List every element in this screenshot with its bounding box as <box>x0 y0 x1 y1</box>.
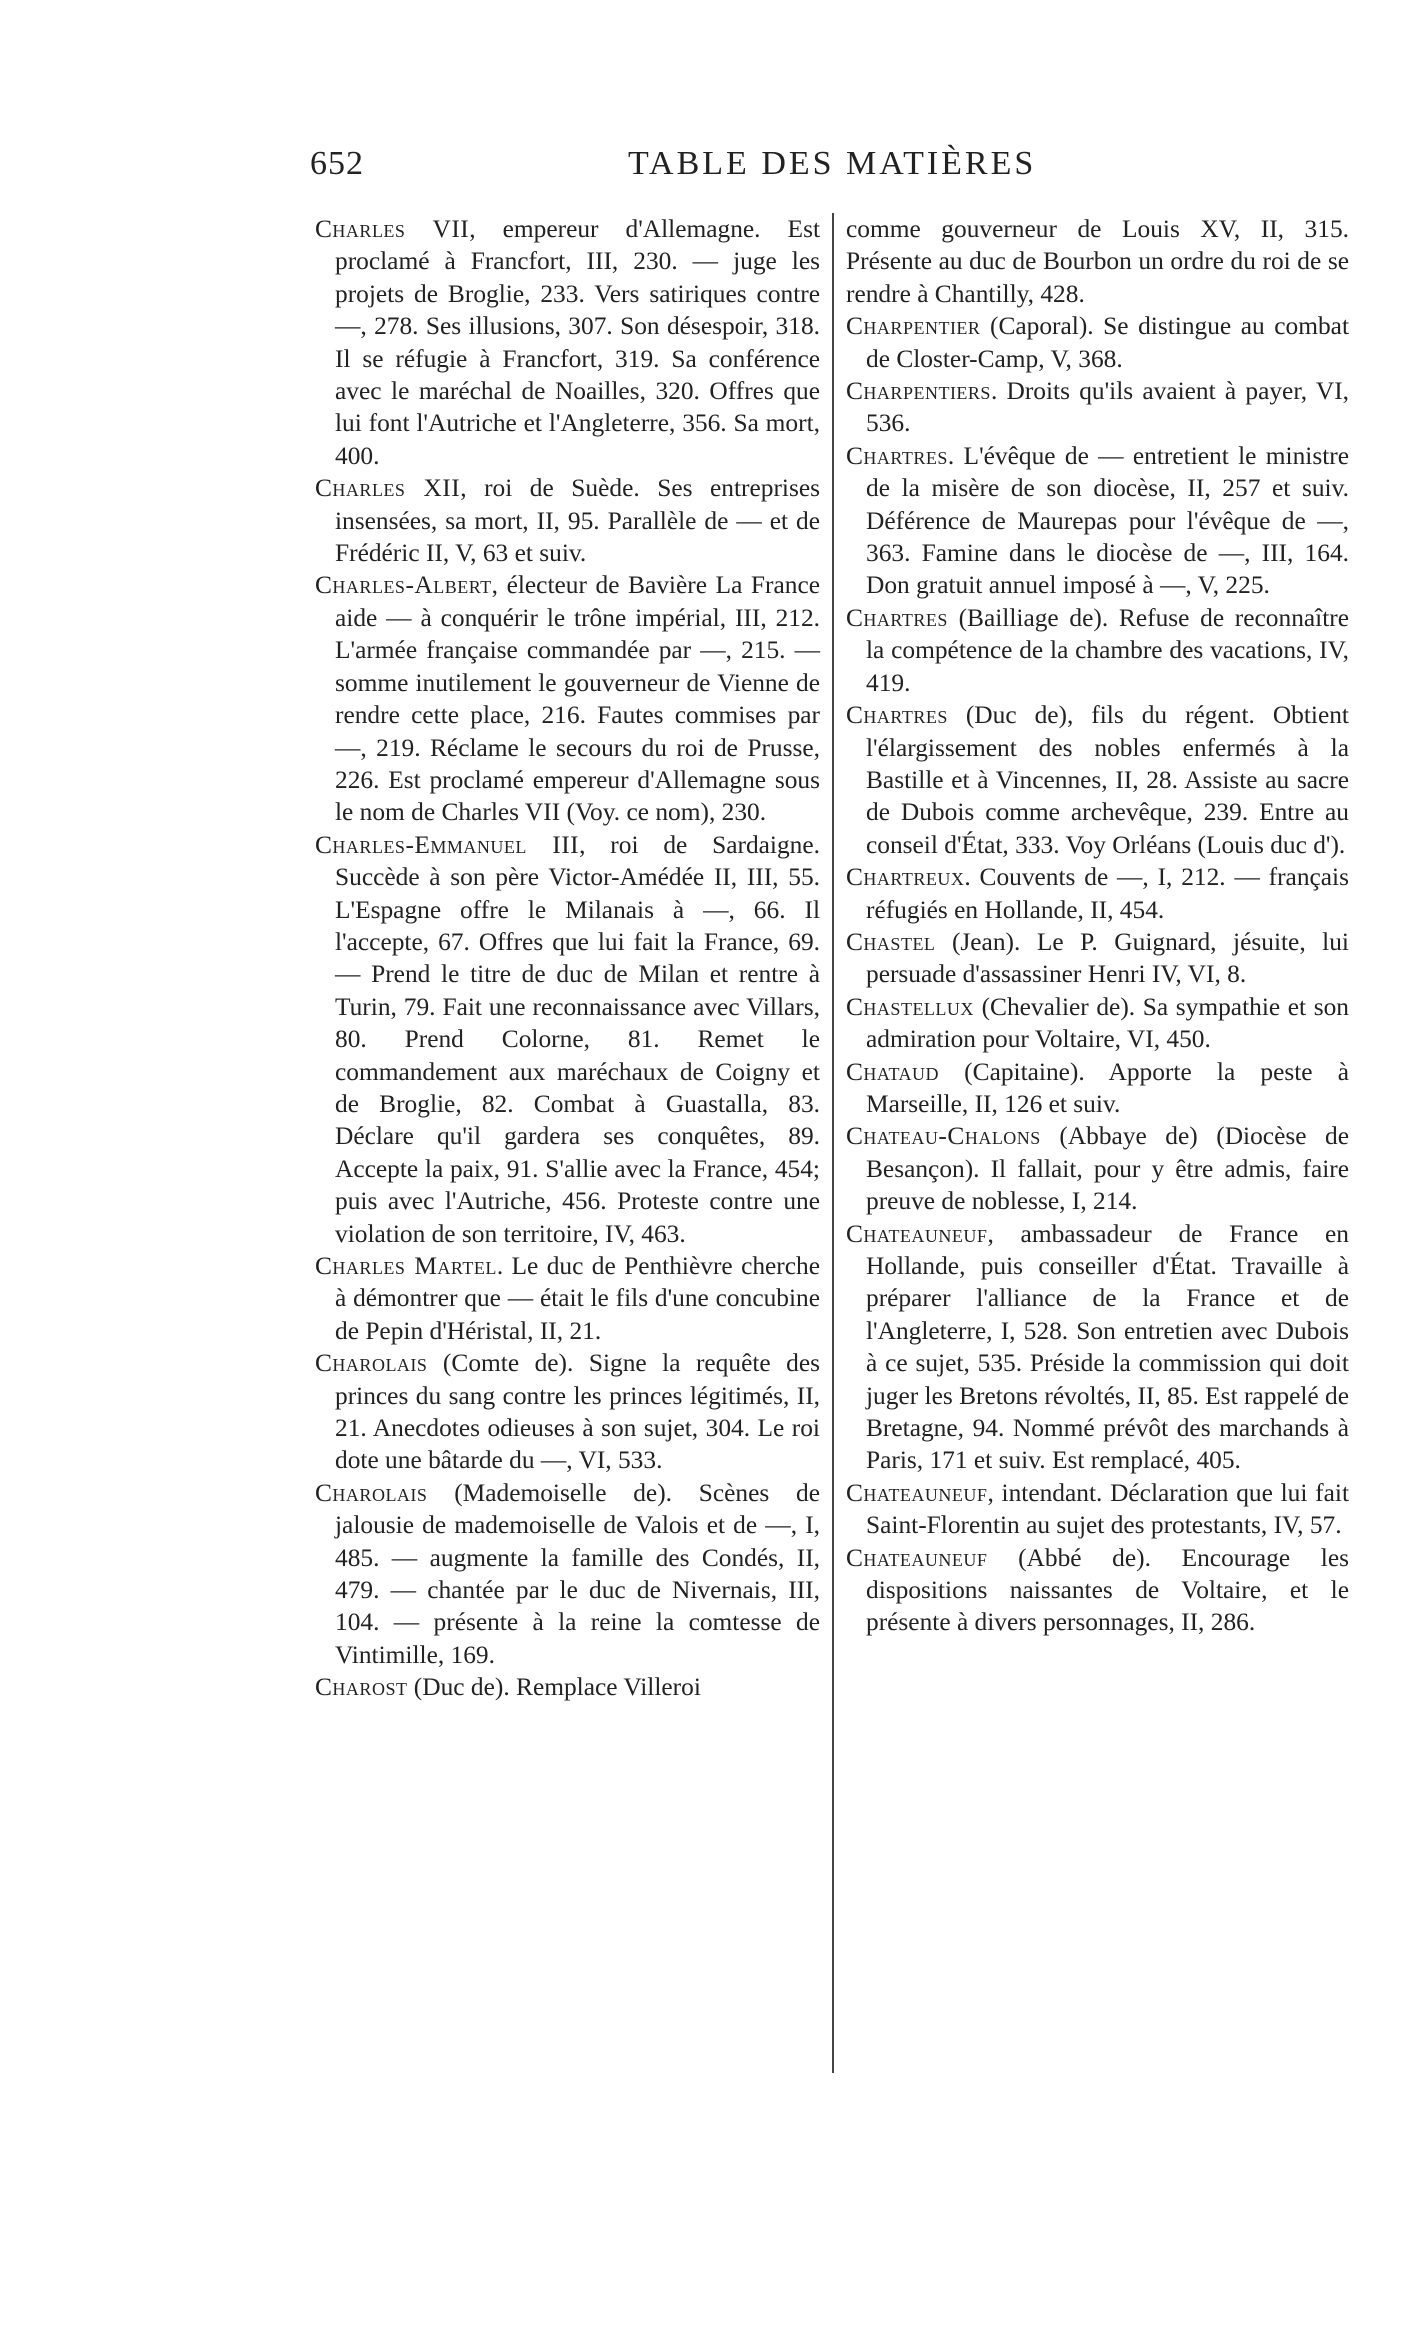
index-entry <box>846 1477 1349 1542</box>
entry-headword: Chastellux <box>846 992 974 1021</box>
entry-headword: Chartres <box>846 603 948 632</box>
entry-headword: Chartres <box>846 441 948 470</box>
index-entry <box>315 1671 820 1703</box>
entry-text: , ambassadeur de France en Hollande, puis conseiller d'État. Travaille à préparer l'alliance de la France et de l'Angleterre, I, 528. Son entretien avec Dubois à ce sujet, 535. Préside la commission qui doit juger les Bretons révoltés, II, 85. Est rappelé de Bretagne, 94. Nommé prévôt des marchands à Paris, 171 et suiv. Est remplacé, 405. <box>866 1219 1349 1475</box>
entry-headword: Charpentiers <box>846 377 991 406</box>
entry-text: , intendant. Déclaration que lui fait Saint-Florentin au sujet des protestants, IV, 57. <box>866 1478 1349 1540</box>
entry-text: (Jean). Le P. Guignard, jésuite, lui persuade d'assassiner Henri IV, VI, 8. <box>866 927 1349 989</box>
right-column <box>846 213 1349 1639</box>
entry-text: , empereur d'Allemagne. Est proclamé à Francfort, III, 230. — juge les projets de Broglie, 233. Vers satiriques contre —, 278. Ses illusions, 307. Son désespoir, 318. Il se réfugie à Francfort, 319. Sa conférence avec le maréchal de Noailles, 320. Offres que lui font l'Autriche et l'Angleterre, 356. Sa mort, 400. <box>335 215 820 470</box>
entry-headword: Charolais <box>315 1349 428 1378</box>
index-entry <box>315 569 820 828</box>
running-title: TABLE DES MATIÈRES <box>628 145 1037 182</box>
entry-text: comme gouverneur de Louis XV, II, 315. Présente au duc de Bourbon un ordre du roi de se rendre à Chantilly, 428. <box>846 215 1349 308</box>
entry-text: . Couvents de —, I, 212. — français réfugiés en Hollande, II, 454. <box>866 863 1349 924</box>
entry-headword: Charles-Albert <box>315 571 492 600</box>
entry-headword: Chartreux <box>846 863 965 892</box>
page-header <box>310 145 1350 195</box>
index-entry <box>315 829 820 1250</box>
entry-headword: Charles XII <box>315 474 461 503</box>
index-entry <box>846 602 1349 699</box>
index-entry <box>846 375 1349 440</box>
entry-headword: Chartres <box>846 701 948 730</box>
entry-text: , roi de Suède. Ses entreprises insensées, sa mort, II, 95. Parallèle de — et de Frédéric II, V, 63 et suiv. <box>335 474 820 568</box>
entry-headword: Chastel <box>846 927 936 956</box>
entry-headword: Chateau-Chalons <box>846 1122 1041 1151</box>
index-entry <box>846 440 1349 602</box>
entry-headword: Charolais <box>315 1478 428 1507</box>
column-divider <box>832 213 834 2073</box>
index-entry <box>315 472 820 569</box>
index-entry-continuation <box>846 213 1349 310</box>
entry-text: . Droits qu'ils avaient à payer, VI, 536. <box>866 377 1349 438</box>
entry-headword: Charles VII <box>315 215 470 243</box>
entry-text: (Abbé de). Encourage les dispositions naissantes de Voltaire, et le présente à divers personnages, II, 286. <box>866 1543 1349 1637</box>
index-entry <box>846 926 1349 991</box>
index-entry <box>846 861 1349 926</box>
entry-text: (Chevalier de). Sa sympathie et son admiration pour Voltaire, VI, 450. <box>866 992 1349 1054</box>
entry-text: (Comte de). Signe la requête des princes du sang contre les princes légitimés, II, 21. Anecdotes odieuses à son sujet, 304. Le roi dote une bâtarde du —, VI, 533. <box>335 1349 820 1475</box>
entry-headword: Chateauneuf <box>846 1219 988 1248</box>
index-entry <box>315 1250 820 1347</box>
entry-headword: Charpentier <box>846 312 981 341</box>
entry-text: (Caporal). Se distingue au combat de Closter-Camp, V, 368. <box>866 312 1349 373</box>
index-entry <box>846 1542 1349 1639</box>
entry-headword: Charles-Emmanuel III <box>315 830 580 859</box>
entry-text: , roi de Sardaigne. Succède à son père Victor-Amédée II, III, 55. L'Espagne offre le Milanais à —, 66. Il l'accepte, 67. Offres que lui fait la France, 69. — Prend le titre de duc de Milan et rentre à Turin, 79. Fait une reconnaissance avec Villars, 80. Prend Colorne, 81. Remet le commandement aux maréchaux de Coigny et de Broglie, 82. Combat à Guastalla, 83. Déclare qu'il gardera ses conquêtes, 89. Accepte la paix, 91. S'allie avec la France, 454; puis avec l'Autriche, 456. Proteste contre une violation de son territoire, IV, 463. <box>335 830 820 1248</box>
entry-headword: Charost <box>315 1673 408 1702</box>
entry-text: (Duc de). Remplace Villeroi <box>407 1673 701 1702</box>
entry-headword: Chateauneuf <box>846 1543 988 1572</box>
page-number: 652 <box>310 145 364 182</box>
index-entry <box>315 1347 820 1477</box>
entry-text: , électeur de Bavière La France aide — à conquérir le trône impérial, III, 212. L'armée française commandée par —, 215. — somme inutilement le gouverneur de Vienne de rendre cette place, 216. Fautes commises par —, 219. Réclame le secours du roi de Prusse, 226. Est proclamé empereur d'Allemagne sous le nom de Charles VII (Voy. ce nom), 230. <box>335 571 820 827</box>
entry-text: (Abbaye de) (Diocèse de Besançon). Il fallait, pour y être admis, faire preuve de noblesse, I, 214. <box>866 1122 1349 1216</box>
index-entry <box>846 699 1349 861</box>
entry-headword: Chateauneuf <box>846 1478 988 1507</box>
index-entry <box>846 1056 1349 1121</box>
entry-headword: Charles Martel <box>315 1252 497 1280</box>
index-entry <box>846 991 1349 1056</box>
index-entry <box>315 1477 820 1671</box>
entry-text: (Duc de), fils du régent. Obtient l'élargissement des nobles enfermés à la Bastille et à Vincennes, II, 28. Assiste au sacre de Dubois comme archevêque, 239. Entre au conseil d'État, 333. Voy Orléans (Louis duc d'). <box>866 701 1349 859</box>
entry-headword: Chataud <box>846 1057 939 1086</box>
entry-text: (Capitaine). Apporte la peste à Marseille, II, 126 et suiv. <box>866 1057 1349 1118</box>
entry-text: (Mademoiselle de). Scènes de jalousie de mademoiselle de Valois et de —, I, 485. — augmente la famille des Condés, II, 479. — chantée par le duc de Nivernais, III, 104. — présente à la reine la comtesse de Vintimille, 169. <box>335 1478 820 1669</box>
index-entry <box>846 310 1349 375</box>
left-column <box>315 213 820 1704</box>
index-entry <box>315 213 820 472</box>
index-entry <box>846 1218 1349 1477</box>
entry-text: . Le duc de Penthièvre cherche à démontrer que — était le fils d'une concubine de Pepin d'Héristal, II, 21. <box>335 1252 820 1345</box>
index-entry <box>846 1120 1349 1217</box>
entry-text: (Bailliage de). Refuse de reconnaître la compétence de la chambre des vacations, IV, 419. <box>866 603 1349 697</box>
entry-text: . L'évêque de — entretient le ministre de la misère de son diocèse, II, 257 et suiv. Déférence de Maurepas pour l'évêque de —, 363. Famine dans le diocèse de —, III, 164. Don gratuit annuel imposé à —, V, 225. <box>866 441 1349 600</box>
